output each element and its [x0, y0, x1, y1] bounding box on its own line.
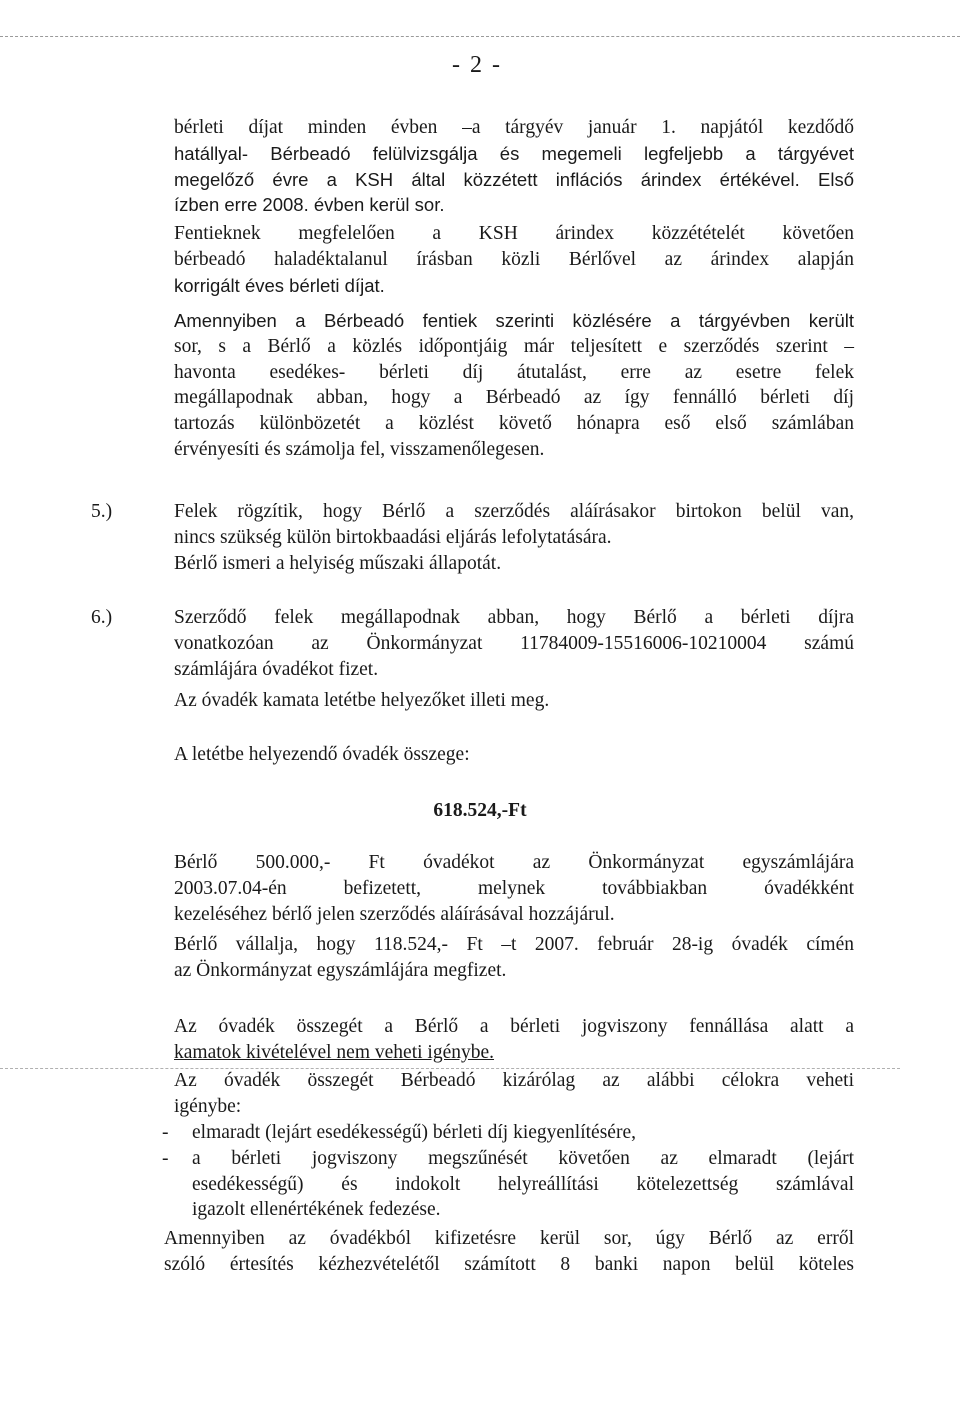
text-line: ízben erre 2008. évben kerül sor.: [174, 194, 445, 216]
text-line: számlájára óvadékot fizet.: [174, 658, 379, 680]
text-line: hatállyal- Bérbeadó felülvizsgálja és megemeli legfeljebb a tárgyévet: [174, 142, 854, 164]
list-item: [162, 1146, 854, 1223]
section-number-5: 5.): [91, 501, 113, 522]
text-line: kezeléséhez bérlő jelen szerződés aláírásával hozzájárul.: [174, 903, 615, 925]
payment-obligation-paragraph: [164, 1226, 854, 1278]
paid-deposit-paragraph: [174, 850, 854, 927]
text-line: Bérlő 500.000,- Ft óvadékot az Önkormányzat egyszámlájára: [174, 852, 854, 873]
text-line: szóló értesítés kézhezvételétől számított 8 banki napon belül köteles: [164, 1253, 854, 1275]
text-line: havonta esedékes- bérleti díj átutalást, erre az esetre felek: [174, 361, 854, 383]
text-line: bérleti díjat minden évben –a tárgyév január 1. napjától kezdődő: [174, 117, 854, 138]
remaining-deposit-paragraph: [174, 932, 854, 984]
price-index-paragraph: [174, 221, 854, 298]
text-line: Felek rögzítik, hogy Bérlő a szerződés aláírásakor birtokon belül van,: [174, 501, 854, 522]
text-line: Bérlő vállalja, hogy 118.524,- Ft –t 2007. február 28-ig óvadék címén: [174, 934, 854, 955]
text-line: Amennyiben a Bérbeadó fentiek szerinti közlésére a tárgyévben került: [174, 310, 854, 331]
text-line: 2003.07.04-én befizetett, melynek továbbiakban óvadékként: [174, 877, 854, 899]
text-line: Az óvadék összegét a Bérlő a bérleti jogviszony fennállása alatt a: [174, 1016, 854, 1037]
text-line: igénybe:: [174, 1095, 242, 1117]
section-5-text: [174, 499, 854, 576]
rent-adjustment-paragraph: [174, 115, 854, 218]
text-line: érvényesíti és számolja fel, visszamenőlegesen.: [174, 438, 545, 460]
retroactive-billing-paragraph: [174, 308, 854, 463]
text-line: bérbeadó haladéktalanul írásban közli Bérlővel az árindex alapján: [174, 248, 854, 270]
section-6-deposit-paragraph: [174, 605, 854, 682]
text-line: Szerződő felek megállapodnak abban, hogy Bérlő a bérleti díjra: [174, 607, 854, 628]
page-number: - 2 -: [452, 52, 502, 78]
text-line: Az óvadék kamata letétbe helyezőket illeti meg.: [174, 690, 550, 711]
deposit-use-restriction-paragraph: [174, 1014, 854, 1066]
text-line: korrigált éves bérleti díjat.: [174, 274, 385, 296]
text-line: igazolt ellenértékének fedezése.: [192, 1199, 441, 1221]
text-line: esedékességű) és indokolt helyreállítási kötelezettség számlával: [192, 1173, 854, 1195]
section-number-6: 6.): [91, 607, 113, 628]
text-line: megállapodnak abban, hogy a Bérbeadó az így fennálló bérleti díj: [174, 387, 854, 409]
text-line: Fentieknek megfelelően a KSH árindex közzétételét követően: [174, 223, 854, 244]
text-line: az Önkormányzat egyszámlájára megfizet.: [174, 959, 507, 981]
text-line: kamatok kivételével nem veheti igénybe.: [174, 1041, 495, 1063]
deposit-interest-line: [174, 688, 854, 714]
deposit-purpose-list: [162, 1120, 854, 1223]
deposit-amount-label: [174, 742, 854, 768]
text-line: nincs szükség külön birtokbaadási eljárás lefolytatására.: [174, 526, 612, 548]
text-line: vonatkozóan az Önkormányzat 11784009-15516006-10210004 számú: [174, 632, 854, 654]
text-line: Amennyiben az óvadékból kifizetésre kerül sor, úgy Bérlő az erről: [164, 1228, 854, 1249]
bullet-dash: -: [162, 1122, 169, 1143]
text-line: sor, s a Bérlő a közlés időpontjáig már teljesített e szerződés szerint –: [174, 335, 854, 357]
text-line: tartozás különbözetét a közlést követő hónapra eső első számlában: [174, 413, 854, 435]
text-line: Az óvadék összegét Bérbeadó kizárólag az alábbi célokra veheti: [174, 1070, 854, 1091]
text-line: A letétbe helyezendő óvadék összege:: [174, 744, 470, 765]
text-line: elmaradt (lejárt esedékességű) bérleti díj kiegyenlítésére,: [192, 1122, 636, 1143]
bullet-dash: -: [162, 1147, 169, 1169]
text-line: Bérlő ismeri a helyiség műszaki állapotát.: [174, 552, 502, 574]
text-line: megelőző évre a KSH által közzétett inflációs árindex értékével. Első: [174, 168, 854, 190]
list-item: [162, 1120, 854, 1146]
deposit-amount: 618.524,-Ft: [433, 800, 527, 821]
text-line: a bérleti jogviszony megszűnését követően az elmaradt (lejárt: [192, 1147, 854, 1169]
deposit-purpose-paragraph: [174, 1068, 854, 1120]
top-scan-rule: [0, 36, 960, 37]
